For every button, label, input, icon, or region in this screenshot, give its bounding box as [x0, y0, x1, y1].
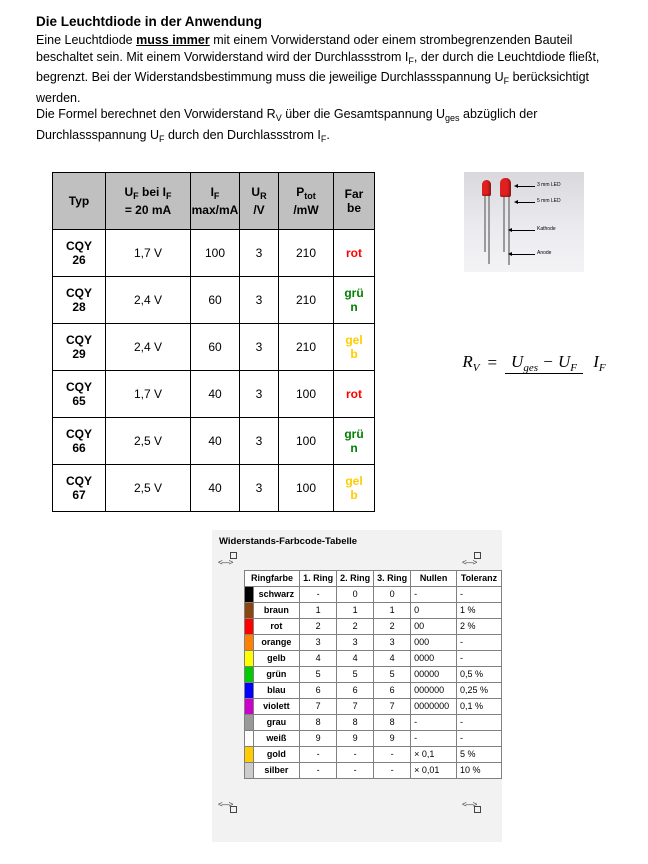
- cc-color-name: weiß: [253, 731, 299, 747]
- color-swatch: [245, 619, 254, 635]
- cell-typ: [53, 230, 106, 277]
- cc-table-body: [245, 587, 502, 779]
- cc-header-nullen: Nullen: [411, 571, 457, 587]
- header-farbe: [334, 173, 375, 230]
- cell-typ: [53, 277, 106, 324]
- cc-toleranz: -: [457, 587, 502, 603]
- cc-ring2: 2: [337, 619, 374, 635]
- cell-farbe-l2: b: [350, 347, 358, 361]
- header-if-unit: /mA: [215, 203, 239, 217]
- cc-nullen: 00: [411, 619, 457, 635]
- p2-sub2: ges: [445, 113, 460, 123]
- cc-ring3: 6: [374, 683, 411, 699]
- p2-sub4: F: [320, 133, 327, 144]
- cell-uf: 1,7 V: [106, 371, 191, 418]
- num-u-ges: U: [511, 352, 524, 371]
- cell-farbe-l2: n: [350, 300, 358, 314]
- table-row: [53, 465, 375, 512]
- cc-nullen: 0000: [411, 651, 457, 667]
- den-i-sub: F: [598, 362, 606, 374]
- cc-color-name: schwarz: [253, 587, 299, 603]
- cc-ring2: -: [337, 763, 374, 779]
- table-row: [245, 699, 502, 715]
- cell-ur: 3: [240, 418, 279, 465]
- formula-equals: =: [487, 353, 498, 372]
- color-swatch: [245, 747, 254, 763]
- resistor-formula: [452, 352, 622, 374]
- color-swatch: [245, 683, 254, 699]
- table-header-row: [53, 173, 375, 230]
- header-typ: Typ: [53, 173, 106, 230]
- cell-uf: 1,7 V: [106, 230, 191, 277]
- led-3mm-icon: [482, 180, 491, 196]
- cell-farbe-l2: n: [350, 441, 358, 455]
- p1-sub1: F: [408, 55, 414, 66]
- cc-color-name: grau: [253, 715, 299, 731]
- cell-ptot: 100: [279, 418, 334, 465]
- cc-ring1: 5: [300, 667, 337, 683]
- cc-toleranz: 0,5 %: [457, 667, 502, 683]
- p1-part4: berücksichtigt werden.: [36, 70, 589, 105]
- header-if-i: I: [210, 185, 214, 199]
- cell-typ-l1: CQY: [65, 286, 92, 300]
- cell-typ-l2: 26: [72, 253, 86, 267]
- header-uf: [106, 173, 191, 230]
- callout-label-anode: Anode: [537, 250, 552, 256]
- header-uf-sub: F: [133, 191, 139, 201]
- cell-ur: 3: [240, 371, 279, 418]
- table-row: [245, 603, 502, 619]
- cell-if: 100: [191, 230, 240, 277]
- cell-typ-l2: 66: [72, 441, 86, 455]
- cell-typ-l2: 28: [72, 300, 86, 314]
- p1-sub2: F: [503, 76, 510, 86]
- callout-line-3mm: [517, 186, 535, 187]
- cc-ring1: 1: [300, 603, 337, 619]
- callout-label-3mm: 3 mm LED: [537, 182, 561, 188]
- cell-if: 40: [191, 371, 240, 418]
- cell-ptot: 100: [279, 371, 334, 418]
- cc-ring2: 0: [337, 587, 374, 603]
- p1-emphasis: muss immer: [136, 33, 210, 47]
- cc-nullen: 000000: [411, 683, 457, 699]
- header-ptot-unit: /mW: [293, 203, 319, 217]
- cell-uf: 2,4 V: [106, 277, 191, 324]
- cc-ring1: 2: [300, 619, 337, 635]
- led-5mm-icon: [500, 178, 511, 197]
- header-ur-sub: R: [260, 191, 267, 201]
- led-table-body: [53, 230, 375, 512]
- cc-toleranz: 1 %: [457, 603, 502, 619]
- cell-farbe-l1: grü: [344, 286, 364, 300]
- cc-ring1: -: [300, 747, 337, 763]
- cell-ur: 3: [240, 465, 279, 512]
- cell-farbe-l1: gel: [345, 333, 363, 347]
- color-code-title: Widerstands-Farbcode-Tabelle: [219, 536, 358, 547]
- resistor-color-code-table: [244, 570, 502, 779]
- table-row: [53, 230, 375, 277]
- header-farbe-l1: Far: [344, 187, 364, 201]
- cc-toleranz: 5 %: [457, 747, 502, 763]
- cell-ptot: 210: [279, 230, 334, 277]
- p1-part2: mit einem Vorwiderstand oder einem strombegrenzenden Bauteil beschaltet sein. Mit einem Vorwiderstand wird der Durchlassstrom I: [36, 33, 573, 64]
- cc-toleranz: -: [457, 651, 502, 667]
- p2-part2: über die Gesamtspannung U: [281, 107, 446, 121]
- cc-color-name: gelb: [253, 651, 299, 667]
- color-swatch: [245, 651, 254, 667]
- cc-nullen: -: [411, 715, 457, 731]
- header-ptot-sub: tot: [304, 191, 316, 201]
- cc-toleranz: 10 %: [457, 763, 502, 779]
- cc-ring3: 2: [374, 619, 411, 635]
- cell-ur: 3: [240, 230, 279, 277]
- color-swatch: [245, 603, 254, 619]
- cell-typ-l2: 67: [72, 488, 86, 502]
- cc-ring1: 7: [300, 699, 337, 715]
- cell-typ: [53, 324, 106, 371]
- cc-color-name: violett: [253, 699, 299, 715]
- table-row: [245, 651, 502, 667]
- cc-toleranz: 2 %: [457, 619, 502, 635]
- cc-toleranz: -: [457, 635, 502, 651]
- cell-if: 60: [191, 277, 240, 324]
- table-row: [245, 635, 502, 651]
- cc-ring2: 9: [337, 731, 374, 747]
- cc-nullen: -: [411, 587, 457, 603]
- table-row: [245, 763, 502, 779]
- table-row: [245, 747, 502, 763]
- cell-ptot: 210: [279, 324, 334, 371]
- callout-line-anode: [511, 254, 535, 255]
- callout-label-kathode: Kathode: [537, 226, 556, 232]
- cell-typ-l2: 65: [72, 394, 86, 408]
- cell-uf: 2,5 V: [106, 418, 191, 465]
- cell-farbe: [334, 277, 375, 324]
- cc-header-toleranz: Toleranz: [457, 571, 502, 587]
- cc-ring1: 9: [300, 731, 337, 747]
- p2-part3: abzüglich der Durchlassspannung U: [36, 107, 538, 142]
- cell-typ-l1: CQY: [65, 333, 92, 347]
- cell-farbe-l1: rot: [346, 387, 362, 401]
- cc-nullen: 000: [411, 635, 457, 651]
- table-row: [245, 715, 502, 731]
- cc-nullen: 0000000: [411, 699, 457, 715]
- cell-farbe-l1: rot: [346, 246, 362, 260]
- cell-farbe-l1: gel: [345, 474, 363, 488]
- color-swatch: [245, 635, 254, 651]
- header-farbe-l2: be: [346, 201, 361, 215]
- cc-ring3: 0: [374, 587, 411, 603]
- cell-typ: [53, 465, 106, 512]
- cell-typ-l2: 29: [72, 347, 86, 361]
- header-uf-sub2: F: [166, 191, 172, 201]
- cc-header-ringfarbe: Ringfarbe: [245, 571, 300, 587]
- cc-color-name: grün: [253, 667, 299, 683]
- cc-ring1: 4: [300, 651, 337, 667]
- formula-denominator: [587, 350, 611, 374]
- table-row: [53, 277, 375, 324]
- formula-lhs: [462, 352, 487, 374]
- intro-text-block: [36, 14, 620, 147]
- cc-nullen: 00000: [411, 667, 457, 683]
- cc-nullen: -: [411, 731, 457, 747]
- den-i: I: [593, 352, 599, 371]
- header-uf-value: = 20 mA: [124, 203, 172, 217]
- cell-farbe: [334, 230, 375, 277]
- cc-toleranz: -: [457, 731, 502, 747]
- cc-ring1: -: [300, 763, 337, 779]
- cell-ptot: 210: [279, 277, 334, 324]
- formula-numerator: [505, 352, 583, 374]
- p2-part5: .: [326, 127, 330, 142]
- cc-nullen: 0: [411, 603, 457, 619]
- cc-color-name: silber: [253, 763, 299, 779]
- cc-color-name: gold: [253, 747, 299, 763]
- cc-ring3: 3: [374, 635, 411, 651]
- callout-line-kathode: [511, 230, 535, 231]
- num-u-f-sub: F: [570, 362, 577, 374]
- cell-ur: 3: [240, 277, 279, 324]
- p2-part1: Die Formel berechnet den Vorwiderstand R: [36, 107, 276, 121]
- led-leg: [484, 196, 486, 252]
- cc-color-name: braun: [253, 603, 299, 619]
- led-specification-table: [52, 172, 375, 512]
- cc-ring2: 6: [337, 683, 374, 699]
- cc-toleranz: 0,25 %: [457, 683, 502, 699]
- color-swatch: [245, 715, 254, 731]
- color-swatch: [245, 763, 254, 779]
- cell-typ-l1: CQY: [65, 474, 92, 488]
- table-row: [245, 587, 502, 603]
- cc-ring1: 3: [300, 635, 337, 651]
- cell-uf: 2,5 V: [106, 465, 191, 512]
- callout-line-5mm: [517, 202, 535, 203]
- cc-color-name: orange: [253, 635, 299, 651]
- cc-ring2: 7: [337, 699, 374, 715]
- p1-part1: Eine Leuchtdiode: [36, 33, 137, 47]
- cell-farbe-l2: b: [350, 488, 358, 502]
- cc-header-row: [245, 571, 502, 587]
- header-uf-bei: bei I: [138, 185, 166, 199]
- header-ur-u: U: [251, 185, 261, 199]
- page-title: Die Leuchtdiode in der Anwendung: [36, 14, 262, 29]
- cc-color-name: rot: [253, 619, 299, 635]
- p2-sub1: V: [275, 113, 282, 123]
- table-row: [245, 683, 502, 699]
- formula-lhs-symbol: R: [462, 352, 473, 371]
- cc-ring3: 9: [374, 731, 411, 747]
- cell-typ: [53, 418, 106, 465]
- cc-ring1: -: [300, 587, 337, 603]
- header-ptot-p: P: [296, 185, 305, 199]
- header-if-sub: F: [213, 191, 220, 201]
- led-leg: [503, 197, 505, 252]
- cc-nullen: × 0,01: [411, 763, 457, 779]
- paragraph-1: [36, 32, 620, 106]
- header-ur-unit: /V: [253, 203, 265, 217]
- cell-farbe: [334, 371, 375, 418]
- cc-ring2: -: [337, 747, 374, 763]
- cell-farbe: [334, 324, 375, 371]
- cell-farbe-l1: grü: [344, 427, 364, 441]
- cell-if: 40: [191, 418, 240, 465]
- cc-ring3: 7: [374, 699, 411, 715]
- header-ptot: [279, 173, 334, 230]
- p2-part4: durch den Durchlassstrom I: [164, 127, 321, 142]
- cell-ptot: 100: [279, 465, 334, 512]
- formula-lhs-sub: V: [472, 362, 480, 374]
- formula-fraction: [505, 352, 612, 374]
- cell-typ-l1: CQY: [65, 239, 92, 253]
- p2-sub3: F: [159, 133, 165, 144]
- cc-ring3: -: [374, 747, 411, 763]
- p1-part3: , der durch die Leuchtdiode fließt, begrenzt. Bei der Widerstandsbestimmung muss die jeweilige Durchlassspannung U: [36, 49, 600, 84]
- table-row: [53, 324, 375, 371]
- cc-header-ring2: 2. Ring: [337, 571, 374, 587]
- cell-ur: 3: [240, 324, 279, 371]
- cell-typ-l1: CQY: [65, 380, 92, 394]
- cell-farbe: [334, 418, 375, 465]
- cell-typ: [53, 371, 106, 418]
- cc-ring3: 8: [374, 715, 411, 731]
- header-uf-u: U: [124, 185, 134, 199]
- cell-if: 60: [191, 324, 240, 371]
- paragraph-2: [36, 106, 620, 147]
- cc-ring3: -: [374, 763, 411, 779]
- color-swatch: [245, 699, 254, 715]
- table-row: [245, 667, 502, 683]
- cc-header-ring1: 1. Ring: [300, 571, 337, 587]
- cc-ring3: 1: [374, 603, 411, 619]
- color-code-figure: Widerstands-Farbcode-Tabelle <—> <—> <—> <—> Ringfarbe 1. Ring 2. Ring 3. Ring Nullen Toleranz schwarz - 0 0 - - braun 1 1 1 0 1 % rot 2 2 2 00 2 % orange 3 3 3 000 - gelb 4 4 4 0000 - grün 5 5 5 00000 0,5 % blau 6 6 6 000000 0,25 % violett 7 7 7 0000000 0,1 % grau 8 8 8 - - weiß 9 9 9 - - gold - - - × 0,1 5 % silber - - - × 0,01 10 %: [212, 530, 502, 842]
- cc-ring3: 5: [374, 667, 411, 683]
- table-row: [245, 731, 502, 747]
- formula-row: [452, 352, 622, 374]
- table-row: [53, 371, 375, 418]
- cell-farbe: [334, 465, 375, 512]
- cc-ring2: 1: [337, 603, 374, 619]
- cc-ring2: 5: [337, 667, 374, 683]
- cc-ring2: 4: [337, 651, 374, 667]
- header-ur: [240, 173, 279, 230]
- num-u-f: U: [557, 352, 571, 371]
- num-minus: −: [542, 352, 554, 371]
- cell-typ-l1: CQY: [65, 427, 92, 441]
- cc-ring1: 8: [300, 715, 337, 731]
- cc-ring1: 6: [300, 683, 337, 699]
- cc-nullen: × 0,1: [411, 747, 457, 763]
- led-photo-figure: [464, 172, 584, 272]
- table-row: [53, 418, 375, 465]
- color-swatch: [245, 587, 254, 603]
- cc-ring2: 3: [337, 635, 374, 651]
- cc-ring2: 8: [337, 715, 374, 731]
- color-swatch: [245, 731, 254, 747]
- cc-ring3: 4: [374, 651, 411, 667]
- color-swatch: [245, 667, 254, 683]
- cc-toleranz: -: [457, 715, 502, 731]
- table-row: [245, 619, 502, 635]
- cc-color-name: blau: [253, 683, 299, 699]
- cc-header-ring3: 3. Ring: [374, 571, 411, 587]
- cell-uf: 2,4 V: [106, 324, 191, 371]
- callout-label-5mm: 5 mm LED: [537, 198, 561, 204]
- led-leg: [488, 196, 490, 264]
- num-u-ges-sub: ges: [523, 362, 538, 374]
- cell-if: 40: [191, 465, 240, 512]
- cc-toleranz: 0,1 %: [457, 699, 502, 715]
- header-if: [191, 173, 240, 230]
- header-if-max: max: [191, 203, 216, 217]
